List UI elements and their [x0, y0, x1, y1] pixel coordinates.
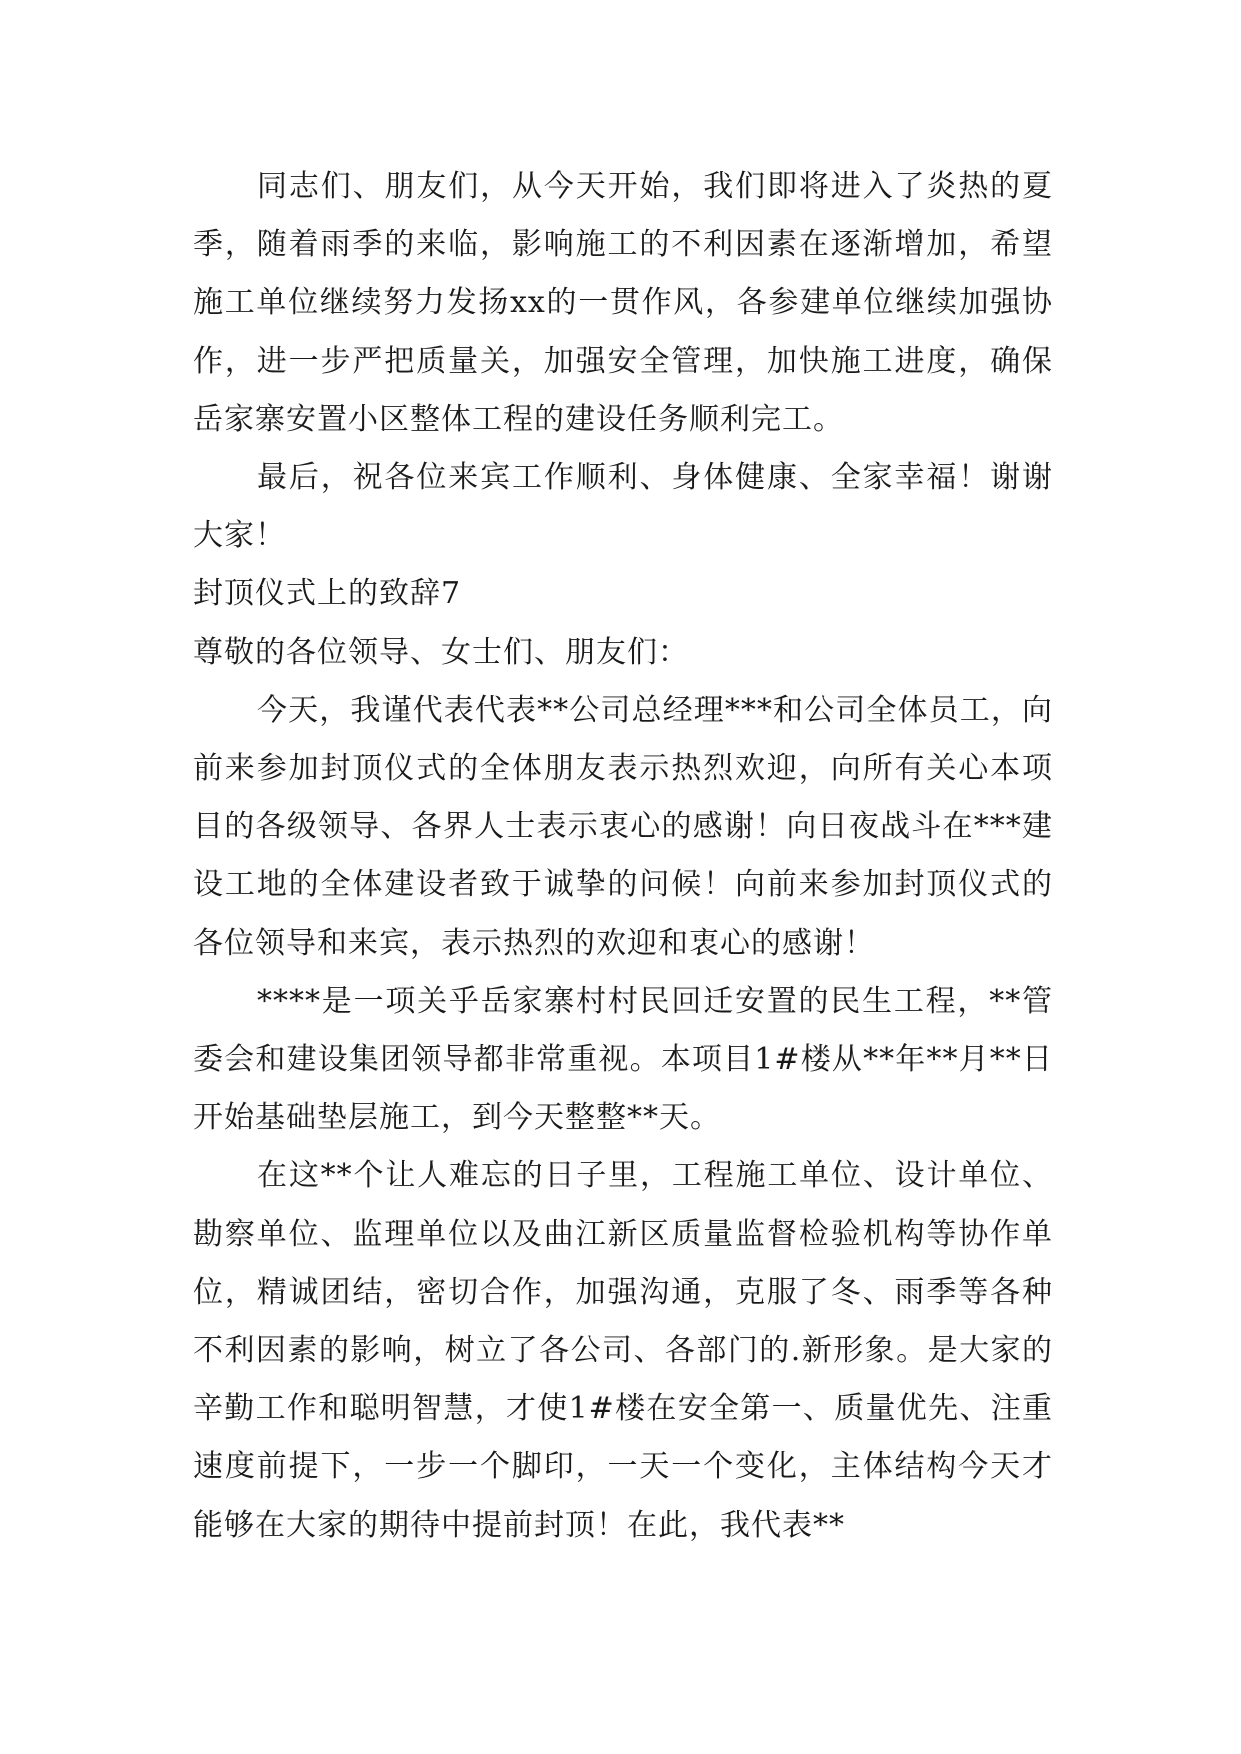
paragraph-closing-wishes: 最后，祝各位来宾工作顺利、身体健康、全家幸福！谢谢大家！	[193, 460, 1053, 554]
paragraph-welcome: 今天，我谨代表代表**公司总经理***和公司全体员工，向前来参加封顶仪式的全体朋友表示热烈欢迎，向所有关心本项目的各级领导、各界人士表示衷心的感谢！向日夜战斗在***建设工地的全体建设者致于诚挚的问候！向前来参加封顶仪式的各位领导和来宾，表示热烈的欢迎和衷心的感谢！	[193, 692, 1053, 961]
paragraph-project-intro: ****是一项关乎岳家寨村村民回迁安置的民生工程，**管委会和建设集团领导都非常重视。本项目1#楼从**年**月**日开始基础垫层施工，到今天整整**天。	[193, 983, 1053, 1136]
paragraph-summer-construction: 同志们、朋友们，从今天开始，我们即将进入了炎热的夏季，随着雨季的来临，影响施工的不利因素在逐渐增加，希望施工单位继续努力发扬xx的一贯作风，各参建单位继续加强协作，进一步严把质量关，加强安全管理，加快施工进度，确保岳家寨安置小区整体工程的建设任务顺利完工。	[193, 169, 1053, 437]
salutation: 尊敬的各位领导、女士们、朋友们：	[193, 634, 689, 670]
document-body	[193, 158, 1053, 1555]
paragraph-achievements: 在这**个让人难忘的日子里，工程施工单位、设计单位、勘察单位、监理单位以及曲江新区质量监督检验机构等协作单位，精诚团结，密切合作，加强沟通，克服了冬、雨季等各种不利因素的影响，树立了各公司、各部门的.新形象。是大家的辛勤工作和聪明智慧，才使1#楼在安全第一、质量优先、注重速度前提下，一步一个脚印，一天一个变化，主体结构今天才能够在大家的期待中提前封顶！在此，我代表**	[193, 1158, 1053, 1543]
section-heading: 封顶仪式上的致辞7	[193, 576, 462, 612]
